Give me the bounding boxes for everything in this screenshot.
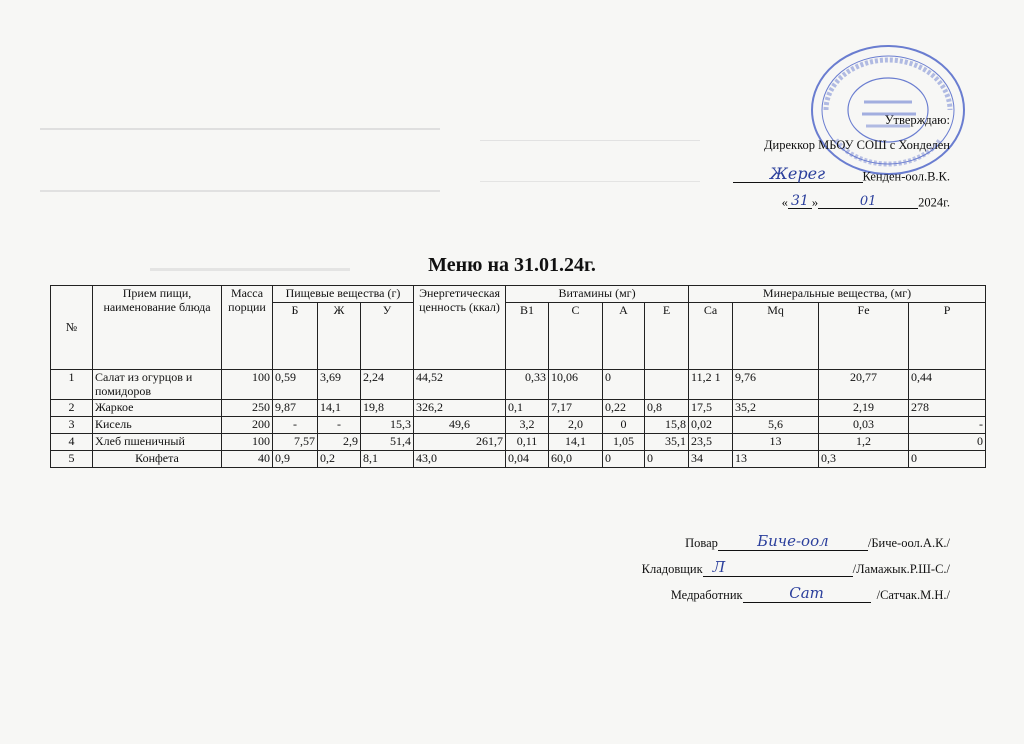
header-vitamins: Витамины (мг) xyxy=(506,286,689,303)
approval-date-day: 31 xyxy=(788,194,812,209)
signature-name: /Биче-оол.А.К./ xyxy=(867,536,950,550)
cell-num: 5 xyxy=(51,451,93,468)
cell-value: 0,33 xyxy=(506,369,549,400)
cell-value: 100 xyxy=(222,434,273,451)
cell-meal: Кисель xyxy=(93,417,222,434)
table-row xyxy=(51,369,986,400)
cell-value: 3,69 xyxy=(318,369,361,400)
subheader-cell: Fe xyxy=(819,302,909,369)
cell-value: 11,2 1 xyxy=(689,369,733,400)
cell-value: 19,8 xyxy=(361,400,414,417)
cell-value: - xyxy=(273,417,318,434)
cell-value: - xyxy=(318,417,361,434)
header-nutrients: Пищевые вещества (г) xyxy=(273,286,414,303)
cell-value: 0 xyxy=(909,451,986,468)
approval-name: Кенден-оол.В.К. xyxy=(862,169,950,184)
cell-value: 2,19 xyxy=(819,400,909,417)
cell-value: 9,76 xyxy=(733,369,819,400)
cell-value: 200 xyxy=(222,417,273,434)
cell-value: 0,02 xyxy=(689,417,733,434)
date-quote-close: » xyxy=(811,195,819,210)
date-quote-open: « xyxy=(781,195,788,210)
cell-value: 44,52 xyxy=(414,369,506,400)
table-row xyxy=(51,417,986,434)
header-energy: Энергетическая ценность (ккал) xyxy=(414,286,506,370)
subheader-cell: В1 xyxy=(506,302,549,369)
cell-value: 7,57 xyxy=(273,434,318,451)
approval-heading: Утверждаю: xyxy=(884,113,950,127)
cell-value: 0,9 xyxy=(273,451,318,468)
cell-value: 0,2 xyxy=(318,451,361,468)
signature-cook xyxy=(685,532,950,551)
cell-num: 1 xyxy=(51,369,93,400)
page-title: Меню на 31.01.24г. xyxy=(428,254,596,276)
cell-value: 17,5 xyxy=(689,400,733,417)
subheader-cell: Са xyxy=(689,302,733,369)
cell-value: 14,1 xyxy=(318,400,361,417)
cell-value: 0,59 xyxy=(273,369,318,400)
cell-meal: Жаркое xyxy=(93,400,222,417)
cell-value: 10,06 xyxy=(549,369,603,400)
cell-value: 0,8 xyxy=(645,400,689,417)
table-row xyxy=(51,400,986,417)
cell-value: 0,22 xyxy=(603,400,645,417)
cell-value: 7,17 xyxy=(549,400,603,417)
cell-value: 0,11 xyxy=(506,434,549,451)
approval-position: Диреккор МБОУ СОШ с Хонделен xyxy=(764,138,950,152)
cell-value: - xyxy=(909,417,986,434)
approval-signature-row xyxy=(733,166,950,183)
cell-value: 0,3 xyxy=(819,451,909,468)
signature-handwriting: Л xyxy=(712,558,726,576)
cell-value: 49,6 xyxy=(414,417,506,434)
cell-value: 8,1 xyxy=(361,451,414,468)
cell-value: 35,2 xyxy=(733,400,819,417)
cell-value: 1,05 xyxy=(603,434,645,451)
cell-value: 35,1 xyxy=(645,434,689,451)
cell-meal: Хлеб пшеничный xyxy=(93,434,222,451)
subheader-cell: С xyxy=(549,302,603,369)
subheader-cell: Mq xyxy=(733,302,819,369)
cell-value: 0,03 xyxy=(819,417,909,434)
cell-value: 40 xyxy=(222,451,273,468)
cell-value: 0,1 xyxy=(506,400,549,417)
cell-value: 0 xyxy=(603,417,645,434)
cell-value: 0,04 xyxy=(506,451,549,468)
cell-value: 0 xyxy=(909,434,986,451)
cell-num: 4 xyxy=(51,434,93,451)
approval-block xyxy=(690,114,950,214)
cell-value: 2,0 xyxy=(549,417,603,434)
bleed-through-mark xyxy=(480,140,700,182)
approval-date xyxy=(782,194,950,209)
header-minerals: Минеральные вещества, (мг) xyxy=(689,286,986,303)
signature-storekeeper xyxy=(642,558,950,577)
signature-name: /Сатчак.М.Н./ xyxy=(876,588,950,602)
subheader-cell: А xyxy=(603,302,645,369)
cell-value: 5,6 xyxy=(733,417,819,434)
table-header-row xyxy=(51,286,986,303)
signature-role: Повар xyxy=(685,536,718,550)
cell-meal: Конфета xyxy=(93,451,222,468)
cell-value: 0 xyxy=(603,451,645,468)
signature-line xyxy=(703,558,853,577)
signature-name: /Ламажык.Р.Ш-С./ xyxy=(852,562,950,576)
subheader-cell: Р xyxy=(909,302,986,369)
cell-value: 0 xyxy=(645,451,689,468)
cell-num: 3 xyxy=(51,417,93,434)
cell-value: 13 xyxy=(733,434,819,451)
cell-value: 34 xyxy=(689,451,733,468)
signature-line xyxy=(743,584,871,603)
cell-value: 2,9 xyxy=(318,434,361,451)
approval-signature-line xyxy=(733,166,863,183)
cell-value: 20,77 xyxy=(819,369,909,400)
subheader-cell: Е xyxy=(645,302,689,369)
menu-table xyxy=(50,285,986,468)
subheader-cell: Б xyxy=(273,302,318,369)
cell-value: 2,24 xyxy=(361,369,414,400)
cell-value: 3,2 xyxy=(506,417,549,434)
subheader-cell: Ж xyxy=(318,302,361,369)
cell-value: 15,8 xyxy=(645,417,689,434)
signature-medic xyxy=(671,584,950,603)
cell-value: 13 xyxy=(733,451,819,468)
cell-value: 1,2 xyxy=(819,434,909,451)
approval-signature: Жерег xyxy=(769,164,826,183)
header-mass: Масса порции xyxy=(222,286,273,370)
cell-value: 0 xyxy=(603,369,645,400)
signature-handwriting: Биче-оол xyxy=(757,532,829,550)
cell-value: 9,87 xyxy=(273,400,318,417)
table-row xyxy=(51,434,986,451)
cell-value: 278 xyxy=(909,400,986,417)
signature-role: Медработник xyxy=(670,588,743,602)
cell-value: 43,0 xyxy=(414,451,506,468)
cell-value: 14,1 xyxy=(549,434,603,451)
cell-value: 100 xyxy=(222,369,273,400)
cell-value: 51,4 xyxy=(361,434,414,451)
bleed-through-mark xyxy=(40,128,440,192)
cell-num: 2 xyxy=(51,400,93,417)
header-meal: Прием пищи, наименование блюда xyxy=(93,286,222,370)
cell-value: 326,2 xyxy=(414,400,506,417)
cell-value: 23,5 xyxy=(689,434,733,451)
table-row xyxy=(51,451,986,468)
header-num: № xyxy=(51,286,93,370)
approval-date-year: 2024г. xyxy=(918,195,950,210)
signature-role: Кладовщик xyxy=(641,562,703,576)
cell-meal: Салат из огурцов и помидоров xyxy=(93,369,222,400)
cell-value: 261,7 xyxy=(414,434,506,451)
cell-value: 60,0 xyxy=(549,451,603,468)
cell-value: 250 xyxy=(222,400,273,417)
cell-value: 15,3 xyxy=(361,417,414,434)
cell-value: 0,44 xyxy=(909,369,986,400)
approval-date-month: 01 xyxy=(818,195,918,209)
cell-value xyxy=(645,369,689,400)
signature-handwriting: Сат xyxy=(789,584,824,602)
subheader-cell: У xyxy=(361,302,414,369)
signature-line xyxy=(718,532,868,551)
